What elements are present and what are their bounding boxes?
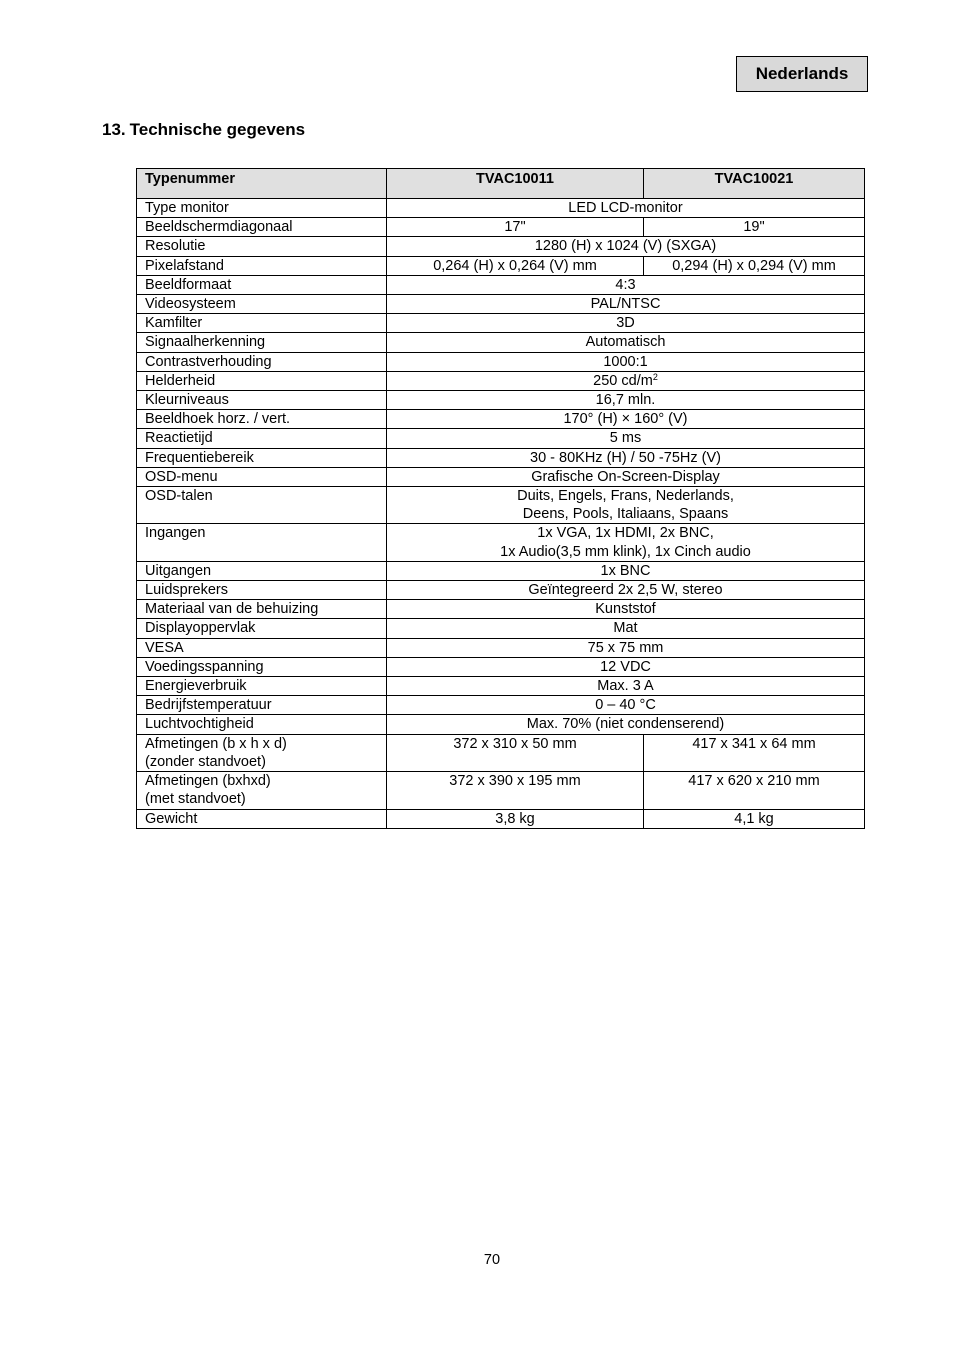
row-label-text: Afmetingen (bxhxd) [145,773,271,790]
table-row [137,581,865,600]
row-label [137,487,387,524]
row-value-text: 1000:1 [603,353,648,370]
row-value [387,467,865,486]
row-label [137,734,387,771]
row-label-text: Videosysteem [145,296,236,313]
row-label [137,352,387,371]
row-value [387,619,865,638]
spec-table-body [137,199,865,829]
table-row [137,352,865,371]
row-value [387,581,865,600]
row-label-text: Kleurniveaus [145,392,229,409]
row-label-text: Luchtvochtigheid [145,716,254,733]
row-label-text: Energieverbruik [145,678,247,695]
row-value-text: Mat [613,620,638,637]
table-row [137,619,865,638]
header-model-2: TVAC10021 [644,169,865,199]
row-label-text: Voedingsspanning [145,658,264,675]
table-row [137,600,865,619]
row-label-text: Materiaal van de behuizing [145,601,319,618]
row-value-text: Max. 70% (niet condenserend) [526,716,725,733]
row-label-text: OSD-menu [145,468,218,485]
row-value-text: LED LCD-monitor [568,200,683,216]
spec-table [136,168,865,829]
row-label-text: Displayoppervlak [145,620,256,637]
table-row [137,734,865,771]
table-row [137,237,865,256]
row-label [137,448,387,467]
row-label-text: Afmetingen (b x h x d) [145,735,287,752]
row-label [137,677,387,696]
row-label-text: Kamfilter [145,315,203,332]
row-value-model-1: 0,264 (H) x 0,264 (V) mm [387,256,644,275]
row-label [137,333,387,352]
row-value [387,677,865,696]
table-row [137,275,865,294]
row-value [387,429,865,448]
row-value [387,391,865,410]
table-row [137,429,865,448]
row-value-text: 12 VDC [600,658,651,675]
row-label-text: Helderheid [145,372,216,389]
row-label [137,391,387,410]
row-label [137,696,387,715]
row-value-model-1: 372 x 390 x 195 mm [387,772,644,809]
row-label-text: Type monitor [145,200,229,216]
row-value-model-2: 19" [644,218,865,237]
row-label-text: Uitgangen [145,562,212,579]
row-value-text: 30 - 80KHz (H) / 50 -75Hz (V) [530,449,721,466]
row-label-text-line2: (zonder standvoet) [145,753,266,770]
row-label-text-line2: (met standvoet) [145,791,246,808]
row-label [137,218,387,237]
table-row [137,218,865,237]
section-title [102,120,305,140]
row-value [387,657,865,676]
row-value-text: 3D [616,315,635,332]
table-row [137,391,865,410]
row-label [137,524,387,561]
table-row [137,410,865,429]
row-value-text: 250 cd/m [593,372,653,389]
row-label [137,275,387,294]
row-label-text: Gewicht [145,810,198,827]
row-value-text: 1x BNC [600,562,651,579]
row-value-text: Kunststof [595,601,656,618]
row-value-text: Duits, Engels, Frans, Nederlands, [517,488,734,505]
row-value-text: 5 ms [609,430,642,447]
row-value-model-2: 0,294 (H) x 0,294 (V) mm [644,256,865,275]
row-value-text: 1280 (H) x 1024 (V) (SXGA) [534,238,717,255]
page-number: 70 [483,1252,501,1268]
table-row [137,467,865,486]
table-header-row [137,169,865,199]
header-label: Typenummer [137,169,387,199]
table-row [137,295,865,314]
row-label-text: Beeldschermdiagonaal [145,219,293,236]
row-value [387,524,865,561]
row-value [387,371,865,390]
language-badge: Nederlands [736,56,868,92]
row-label [137,715,387,734]
row-value-model-1: 17" [387,218,644,237]
row-value-model-2: 417 x 620 x 210 mm [644,772,865,809]
row-label-text: Ingangen [145,525,206,542]
row-value [387,237,865,256]
row-label [137,314,387,333]
row-value [387,487,865,524]
table-row [137,561,865,580]
row-label-text: Pixelafstand [145,257,224,274]
row-label [137,657,387,676]
row-label-text: Reactietijd [145,430,213,447]
row-value-text: Max. 3 A [597,678,654,695]
row-label [137,199,387,218]
row-value [387,638,865,657]
row-label [137,410,387,429]
row-value-text: 170° (H) × 160° (V) [563,411,688,428]
row-value [387,600,865,619]
table-row [137,809,865,828]
table-row [137,696,865,715]
row-label [137,561,387,580]
table-row [137,715,865,734]
row-label [137,581,387,600]
table-row [137,199,865,218]
row-value [387,715,865,734]
table-row [137,657,865,676]
row-label-text: Bedrijfstemperatuur [145,697,272,714]
row-label [137,619,387,638]
row-label [137,772,387,809]
header-model-1: TVAC10011 [387,169,644,199]
row-value [387,561,865,580]
table-row [137,314,865,333]
table-row [137,371,865,390]
row-value-model-2: 417 x 341 x 64 mm [644,734,865,771]
row-value [387,275,865,294]
row-value-text: 4:3 [615,276,636,293]
table-row [137,256,865,275]
row-value [387,410,865,429]
row-value [387,314,865,333]
row-label [137,256,387,275]
row-value-text: 75 x 75 mm [587,639,664,656]
row-value [387,696,865,715]
row-label [137,371,387,390]
row-label-text: Contrastverhouding [145,353,272,370]
row-label-text: Frequentiebereik [145,449,254,466]
table-row [137,772,865,809]
row-value-text-line2: 1x Audio(3,5 mm klink), 1x Cinch audio [500,543,751,560]
row-value-model-1: 372 x 310 x 50 mm [387,734,644,771]
row-label [137,638,387,657]
row-value [387,199,865,218]
row-label-text: VESA [145,639,184,656]
row-label [137,429,387,448]
row-value [387,295,865,314]
row-value-text: PAL/NTSC [590,296,661,313]
row-value-text: 0 – 40 °C [595,697,656,714]
table-row [137,487,865,524]
row-label-text: Beeldhoek horz. / vert. [145,411,291,428]
row-value-model-2: 4,1 kg [644,809,865,828]
superscript: 2 [652,371,658,382]
row-value-text: 16,7 mln. [595,392,656,409]
row-value [387,333,865,352]
row-value-text: 1x VGA, 1x HDMI, 2x BNC, [537,525,714,542]
row-value-model-1: 3,8 kg [387,809,644,828]
row-label [137,467,387,486]
row-label [137,237,387,256]
row-label [137,600,387,619]
table-row [137,524,865,561]
row-value-text-line2: Deens, Pools, Italiaans, Spaans [522,506,729,523]
row-value-text: Geïntegreerd 2x 2,5 W, stereo [528,582,723,599]
row-value [387,448,865,467]
row-value [387,352,865,371]
row-value-text: Automatisch [585,334,666,351]
table-row [137,638,865,657]
row-label-text: Luidsprekers [145,582,229,599]
row-label-text: Signaalherkenning [145,334,266,351]
table-row [137,333,865,352]
row-label-text: Resolutie [145,238,206,255]
section-number: 13. [102,120,126,139]
row-value-text: Grafische On-Screen-Display [531,468,720,485]
row-label [137,809,387,828]
table-row [137,448,865,467]
table-row [137,677,865,696]
row-label-text: OSD-talen [145,488,213,505]
section-title-text: Technische gegevens [129,120,306,139]
row-label-text: Beeldformaat [145,276,232,293]
row-label [137,295,387,314]
